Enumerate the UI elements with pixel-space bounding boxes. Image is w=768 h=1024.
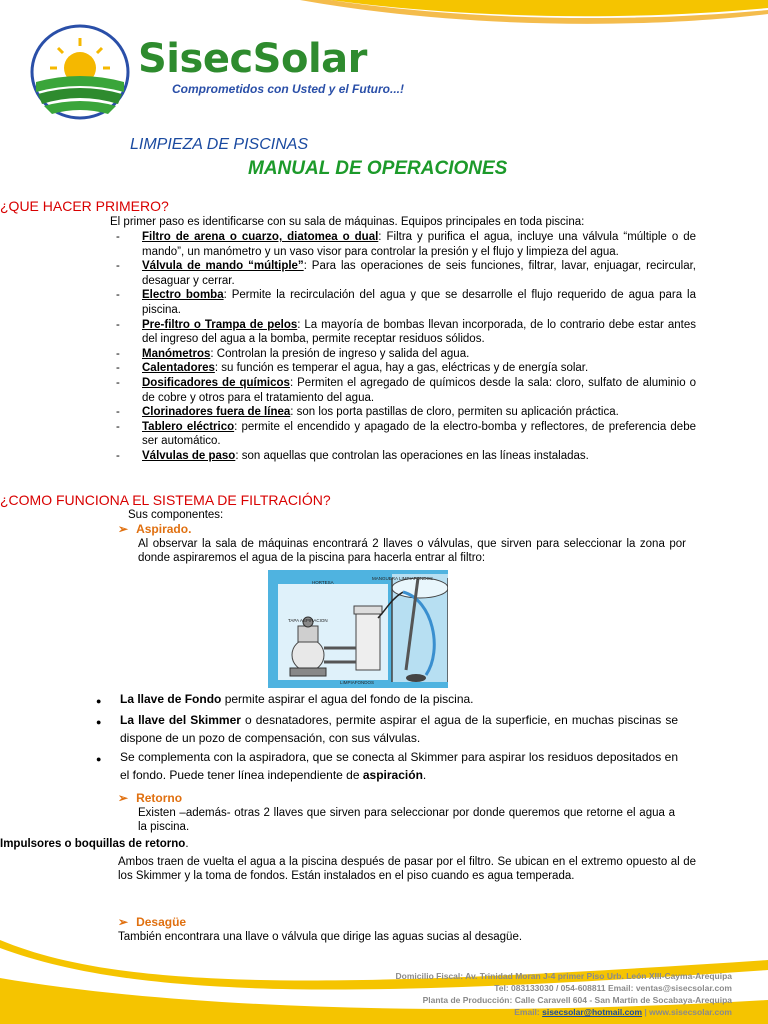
- aspirado-text: Al observar la sala de máquinas encontrará 2 llaves o válvulas, que sirven para seleccionar la zona por donde aspiraremos el agua de la piscina para hacerla entrar al filtro:: [138, 538, 686, 564]
- desague-text: También encontrara una llave o válvula que dirige las aguas sucias al desagüe.: [118, 931, 523, 943]
- footer-email-line: Email: sisecsolar@hotmail.com | www.sisecsolar.com: [514, 1007, 732, 1017]
- equipment-list: [116, 230, 696, 464]
- item-text: : La mayoría de bombas llevan incorporada, de lo contrario debe estar antes del ingreso del agua a la bomba, permite receptar residuos sólidos.: [142, 318, 696, 346]
- list-item: - Tablero eléctrico: permite el encendido y apagado de la electro-bomba y reflectores, de preferencia debe ser automático.: [116, 420, 696, 448]
- item-term: Válvulas de paso: [142, 449, 236, 462]
- ambos-text: Ambos traen de vuelta el agua a la piscina después de pasar por el filtro. Se ubican en el extremo opuesto al de los Skimmer y la toma de fondos. Están instalados en el piso cuando es agua temperada.: [118, 856, 696, 882]
- item-text: : son aquellas que controlan las operaciones en las líneas instaladas.: [235, 449, 589, 462]
- brand-part1: Sisec: [138, 36, 253, 82]
- section-heading-filtracion: ¿COMO FUNCIONA EL SISTEMA DE FILTRACIÓN?: [0, 492, 331, 508]
- item-term: Electro bomba: [142, 289, 224, 302]
- section1-intro: El primer paso es identificarse con su sala de máquinas. Equipos principales en toda piscina:: [110, 216, 585, 228]
- retorno-text: Existen –además- otras 2 llaves que sirven para seleccionar por donde queremos que retorne el agua a la piscina.: [138, 807, 675, 833]
- footer-plant: Planta de Producción: Calle Caravell 604 - San Martín de Socabaya-Arequipa: [422, 995, 732, 1005]
- list-item: - Filtro de arena o cuarzo, diatomea o dual: Filtra y purifica el agua, incluye una válvula “múltiple o de mando”, un manómetro y un vaso visor para controlar la presión y el flujo y limpieza del agua.: [116, 231, 697, 258]
- item-text: : Para las operaciones de seis funciones, filtrar, lavar, enjuagar, recircular, desaguar y cerrar.: [142, 260, 696, 287]
- diagram-label-tapa: TAPA ASPIRACION: [288, 618, 328, 623]
- item-text: : Permite la recirculación del agua y que se desarrolle el flujo requerido de agua para la piscina.: [142, 289, 696, 316]
- section-heading-que-hacer: ¿QUE HACER PRIMERO?: [0, 198, 169, 214]
- bullet-bold: La llave del Skimmer: [120, 713, 241, 727]
- diagram-label-manguera: MANGUERA LIMPIAFONDOS: [372, 576, 434, 581]
- arrow-bullet-icon: ➢: [118, 915, 129, 929]
- item-term: Filtro de arena o cuarzo, diatomea o dual: [142, 231, 379, 243]
- item-text: : permite el encendido y apagado de la electro-bomba y reflectores, de preferencia debe ser automático.: [142, 420, 696, 448]
- sisec-solar-logo-icon: [30, 22, 130, 122]
- list-item: ● La llave del Skimmer o desnatadores, permite aspirar el agua de la superficie, en muchas piscinas se dispone de un pozo de compensación, con sus válvulas.: [96, 713, 678, 745]
- item-text: : Filtra y purifica el agua, incluye una válvula “múltiple o de mando”, un manómetro y un vaso visor para controlar la presión y el flujo y limpieza del agua.: [142, 231, 697, 258]
- arrow-bullet-icon: ➢: [118, 791, 129, 805]
- bullet-bold: La llave de Fondo: [120, 692, 222, 706]
- tagline: Comprometidos con Usted y el Futuro...!: [172, 82, 405, 96]
- item-term: Pre-filtro o Trampa de pelos: [142, 318, 298, 331]
- item-term: Válvula de mando “múltiple”: [142, 260, 304, 273]
- item-term: Calentadores: [142, 362, 215, 375]
- list-item: - Pre-filtro o Trampa de pelos: La mayoría de bombas llevan incorporada, de lo contrario debe estar antes del ingreso del agua a la bomba, permite receptar residuos sólidos.: [116, 318, 696, 346]
- item-text: : Permiten el agregado de químicos desde la sala: cloro, sulfato de aluminio o de cobre y otros para el tratamiento del agua.: [142, 376, 696, 404]
- impulsores-tail: .: [185, 838, 189, 850]
- list-item: - Clorinadores fuera de línea: son los porta pastillas de cloro, permiten su aplicación práctica.: [116, 406, 619, 419]
- document-title: MANUAL DE OPERACIONES: [248, 158, 508, 179]
- bullet-text: .: [422, 768, 427, 782]
- bullet-text: o desnatadores, permite aspirar el agua de la superficie, en muchas piscinas se dispone de un pozo de compensación, con sus válvulas.: [120, 713, 678, 745]
- bullet-text: permite aspirar el agua del fondo de la piscina.: [221, 692, 474, 706]
- diagram-label-hortesa: HORTESA: [312, 580, 334, 585]
- diagram-label-limpiafondos: LIMPIAFONDOS: [340, 680, 375, 685]
- list-item: - Válvula de mando “múltiple”: Para las operaciones de seis funciones, filtrar, lavar, enjuagar, recircular, desaguar y cerrar.: [116, 260, 696, 287]
- list-item: - Dosificadores de químicos: Permiten el agregado de químicos desde la sala: cloro, sulfato de aluminio o de cobre y otros para el tratamiento del agua.: [116, 376, 696, 404]
- brand-part2: Solar: [252, 36, 367, 82]
- section2-intro: Sus componentes:: [128, 509, 224, 521]
- bullet-pre: Se complementa con la aspiradora, que se conecta al Skimmer para aspirar los residuos depositados en el fondo. Puede tener línea independiente de: [120, 750, 678, 782]
- retorno-heading: ➢ Retorno: [118, 791, 183, 805]
- document-subtitle: LIMPIEZA DE PISCINAS: [130, 136, 309, 153]
- list-item: - Calentadores: su función es temperar el agua, hay a gas, eléctricas y de energía solar.: [116, 362, 589, 375]
- arrow-bullet-icon: ➢: [118, 522, 129, 536]
- item-term: Dosificadores de químicos: [142, 376, 290, 389]
- brand-name: [138, 36, 367, 82]
- item-text: : su función es temperar el agua, hay a gas, eléctricas y de energía solar.: [214, 362, 589, 375]
- list-item: ● La llave de Fondo permite aspirar el agua del fondo de la piscina.: [96, 692, 474, 706]
- impulsores-line: [0, 837, 189, 851]
- item-text: : son los porta pastillas de cloro, permiten su aplicación práctica.: [290, 406, 619, 419]
- list-item: - Válvulas de paso: son aquellas que controlan las operaciones en las líneas instaladas.: [116, 449, 589, 462]
- footer-phone: Tel: 083133030 / 054-608811 Email: ventas@sisecsolar.com: [494, 983, 732, 993]
- aspirado-heading: ➢ Aspirado.: [118, 522, 192, 536]
- desague-heading: ➢ Desagüe: [118, 915, 187, 929]
- item-term: Manómetros: [142, 347, 211, 360]
- footer-address: Domicilio Fiscal: Av. Trinidad Moran J-4 primer Piso Urb. León XIII-Cayma-Arequipa: [395, 971, 732, 981]
- item-text: : Controlan la presión de ingreso y salida del agua.: [210, 347, 470, 360]
- impulsores-bold: Impulsores o boquillas de retorno: [0, 838, 186, 850]
- footer-email-link[interactable]: sisecsolar@hotmail.com: [542, 1007, 643, 1017]
- item-term: Tablero eléctrico: [142, 420, 235, 433]
- footer-contact: [396, 970, 732, 1018]
- item-term: Clorinadores fuera de línea: [142, 406, 291, 419]
- list-item: - Electro bomba: Permite la recirculación del agua y que se desarrolle el flujo requerido de agua para la piscina.: [116, 289, 696, 316]
- list-item: ● Se complementa con la aspiradora, que se conecta al Skimmer para aspirar los residuos depositados en el fondo. Puede tener línea independiente de aspiración.: [96, 750, 678, 782]
- list-item: - Manómetros: Controlan la presión de ingreso y salida del agua.: [116, 347, 470, 360]
- bullet-bold: aspiración: [362, 768, 423, 782]
- llaves-bullet-list: [96, 690, 678, 785]
- filtration-diagram: [268, 570, 448, 688]
